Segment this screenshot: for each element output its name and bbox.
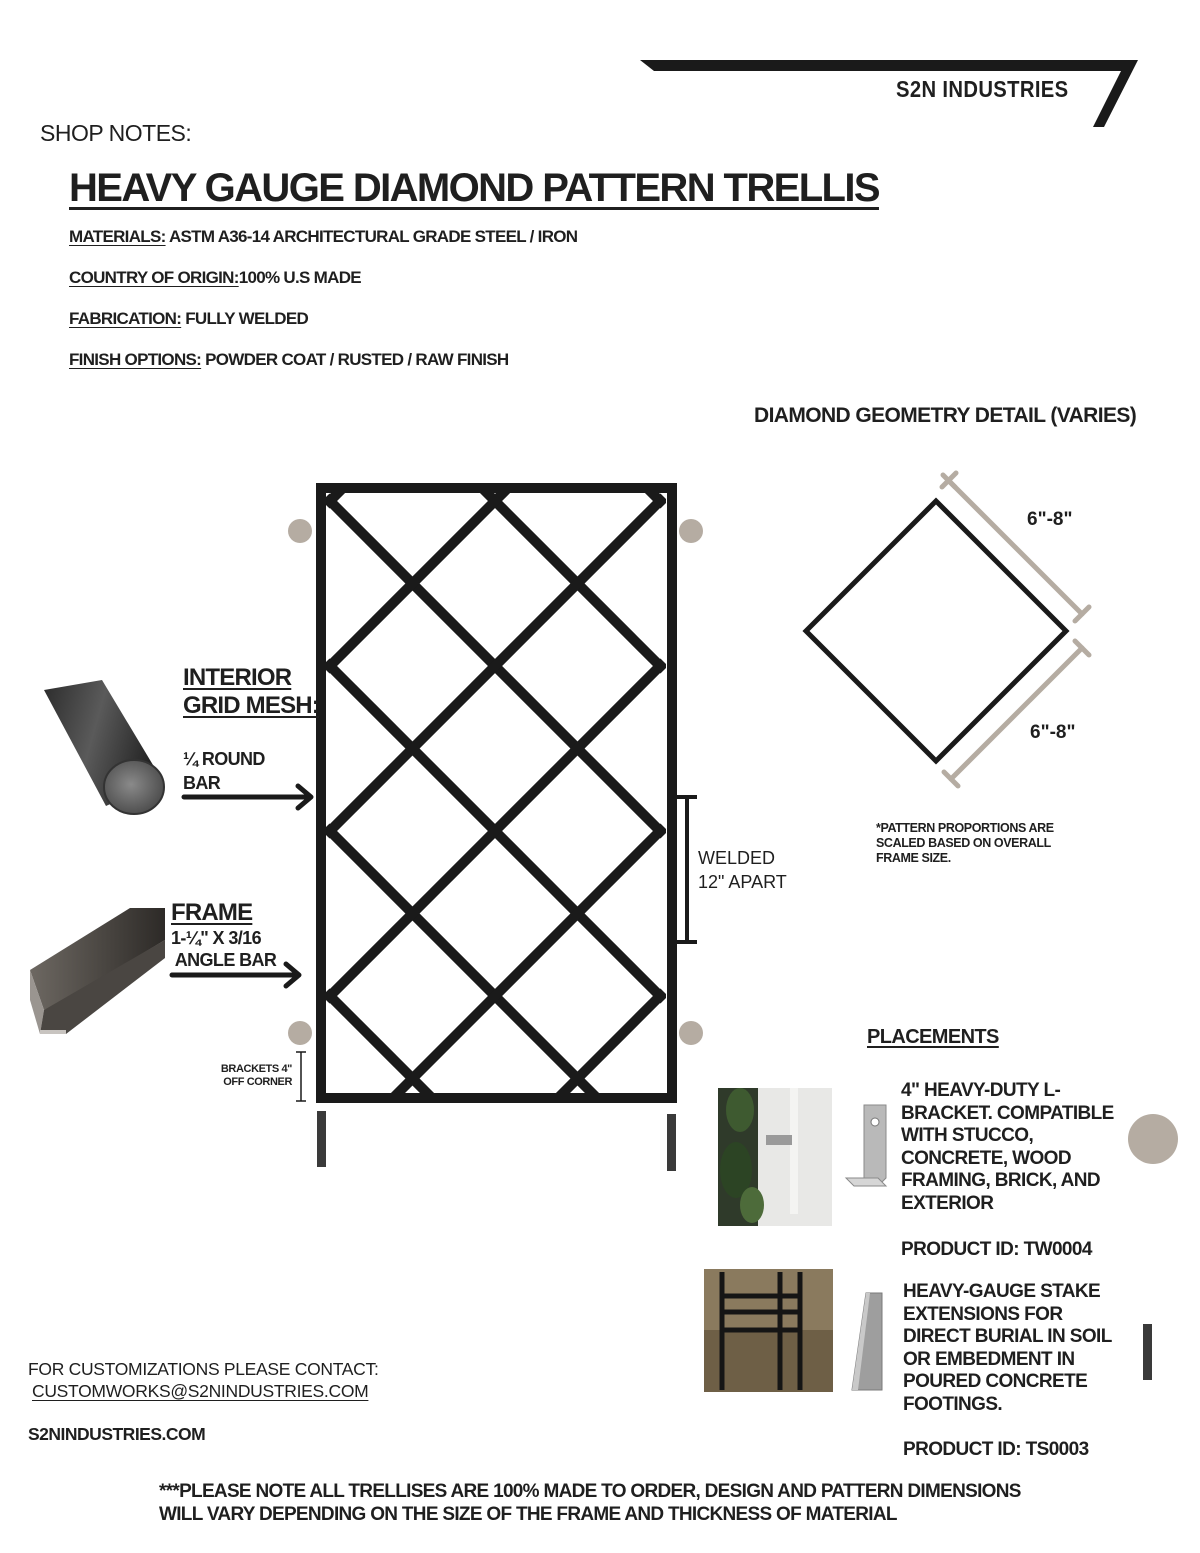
spec-origin <box>69 268 361 288</box>
stake <box>317 1111 326 1167</box>
spec-label: FABRICATION: <box>69 309 182 328</box>
geometry-title: DIAMOND GEOMETRY DETAIL (VARIES) <box>754 404 1137 427</box>
brackets-line: OFF CORNER <box>223 1076 292 1088</box>
frame-desc-line: ANGLE BAR <box>171 950 277 970</box>
placement-dot <box>1128 1114 1178 1164</box>
welded-line: 12" APART <box>698 872 787 892</box>
shop-notes-label: SHOP NOTES: <box>40 120 192 146</box>
dimension-label-top: 6"-8" <box>1027 509 1073 530</box>
spec-label: COUNTRY OF ORIGIN: <box>69 268 239 287</box>
spec-fabrication <box>69 309 308 329</box>
spec-value: POWDER COAT / RUSTED / RAW FINISH <box>201 350 509 369</box>
welded-line: WELDED <box>698 848 776 868</box>
mesh-desc-line: BAR <box>183 773 221 793</box>
website-link[interactable]: S2NINDUSTRIES.COM <box>28 1424 206 1444</box>
welded-label <box>698 846 787 894</box>
spec-finish <box>69 350 509 370</box>
spec-label: FINISH OPTIONS: <box>69 350 202 369</box>
stake-product-id: PRODUCT ID: TS0003 <box>903 1439 1089 1460</box>
l-bracket-image <box>846 1105 886 1186</box>
page-title: HEAVY GAUGE DIAMOND PATTERN TRELLIS <box>69 166 879 210</box>
placements-title: PLACEMENTS <box>867 1026 999 1048</box>
contact-label: FOR CUSTOMIZATIONS PLEASE CONTACT: <box>28 1359 379 1379</box>
l-bracket-wall-image <box>718 1088 832 1226</box>
stake-soil-image <box>704 1269 833 1392</box>
contact-email-link[interactable]: CUSTOMWORKS@S2NINDUSTRIES.COM <box>32 1381 369 1401</box>
frame-desc-line: 1-¼" X 3/16 <box>171 928 261 948</box>
trellis-drawing <box>288 167 703 1330</box>
mesh-desc-line: ¼ ROUND <box>183 749 265 769</box>
bracket-dot <box>288 1021 312 1045</box>
frame-callout-title: FRAME <box>171 899 253 926</box>
bracket-dot <box>679 1021 703 1045</box>
mesh-callout-desc <box>183 747 265 795</box>
spec-value: 100% U.S MADE <box>238 268 361 287</box>
bracket-description: 4" HEAVY-DUTY L-BRACKET. COMPATIBLE WITH STUCCO, CONCRETE, WOOD FRAMING, BRICK, AND EXTERIOR <box>901 1080 1114 1214</box>
pattern-note: *PATTERN PROPORTIONS ARE SCALED BASED ON OVERALL FRAME SIZE. <box>876 821 1054 865</box>
brackets-offset-label <box>214 1063 292 1089</box>
brand-name: S2N INDUSTRIES <box>896 76 1069 102</box>
spec-label: MATERIALS: <box>69 227 166 246</box>
spec-value: FULLY WELDED <box>181 309 309 328</box>
weld-spacing-marker <box>676 797 697 942</box>
bracket-dot <box>288 519 312 543</box>
frame-callout-desc <box>171 927 276 971</box>
spec-value: ASTM A36-14 ARCHITECTURAL GRADE STEEL / IRON <box>165 227 578 246</box>
bracket-product-id: PRODUCT ID: TW0004 <box>901 1239 1092 1260</box>
brackets-line: BRACKETS 4" <box>220 1063 292 1075</box>
corner-offset-marker <box>296 1052 306 1101</box>
footer-line: ***PLEASE NOTE ALL TRELLISES ARE 100% MADE TO ORDER, DESIGN AND PATTERN DIMENSIONS <box>159 1481 1021 1502</box>
footer-line: WILL VARY DEPENDING ON THE SIZE OF THE FRAME AND THICKNESS OF MATERIAL <box>159 1504 897 1525</box>
spec-materials <box>69 227 577 247</box>
angle-bar-image <box>30 908 165 1034</box>
footer-note <box>159 1480 1059 1526</box>
stake <box>667 1114 676 1171</box>
bracket-dot <box>679 519 703 543</box>
diamond-shape <box>806 501 1066 761</box>
placement-stake <box>1143 1324 1152 1380</box>
stake-description: HEAVY-GAUGE STAKE EXTENSIONS FOR DIRECT BURIAL IN SOIL OR EMBEDMENT IN POURED CONCRETE FOOTINGS. <box>903 1281 1112 1415</box>
round-bar-image <box>44 680 164 814</box>
mesh-callout-title: INTERIOR GRID MESH: <box>183 664 320 719</box>
stake-image <box>852 1293 882 1390</box>
dimension-label-bottom: 6"-8" <box>1030 722 1076 743</box>
